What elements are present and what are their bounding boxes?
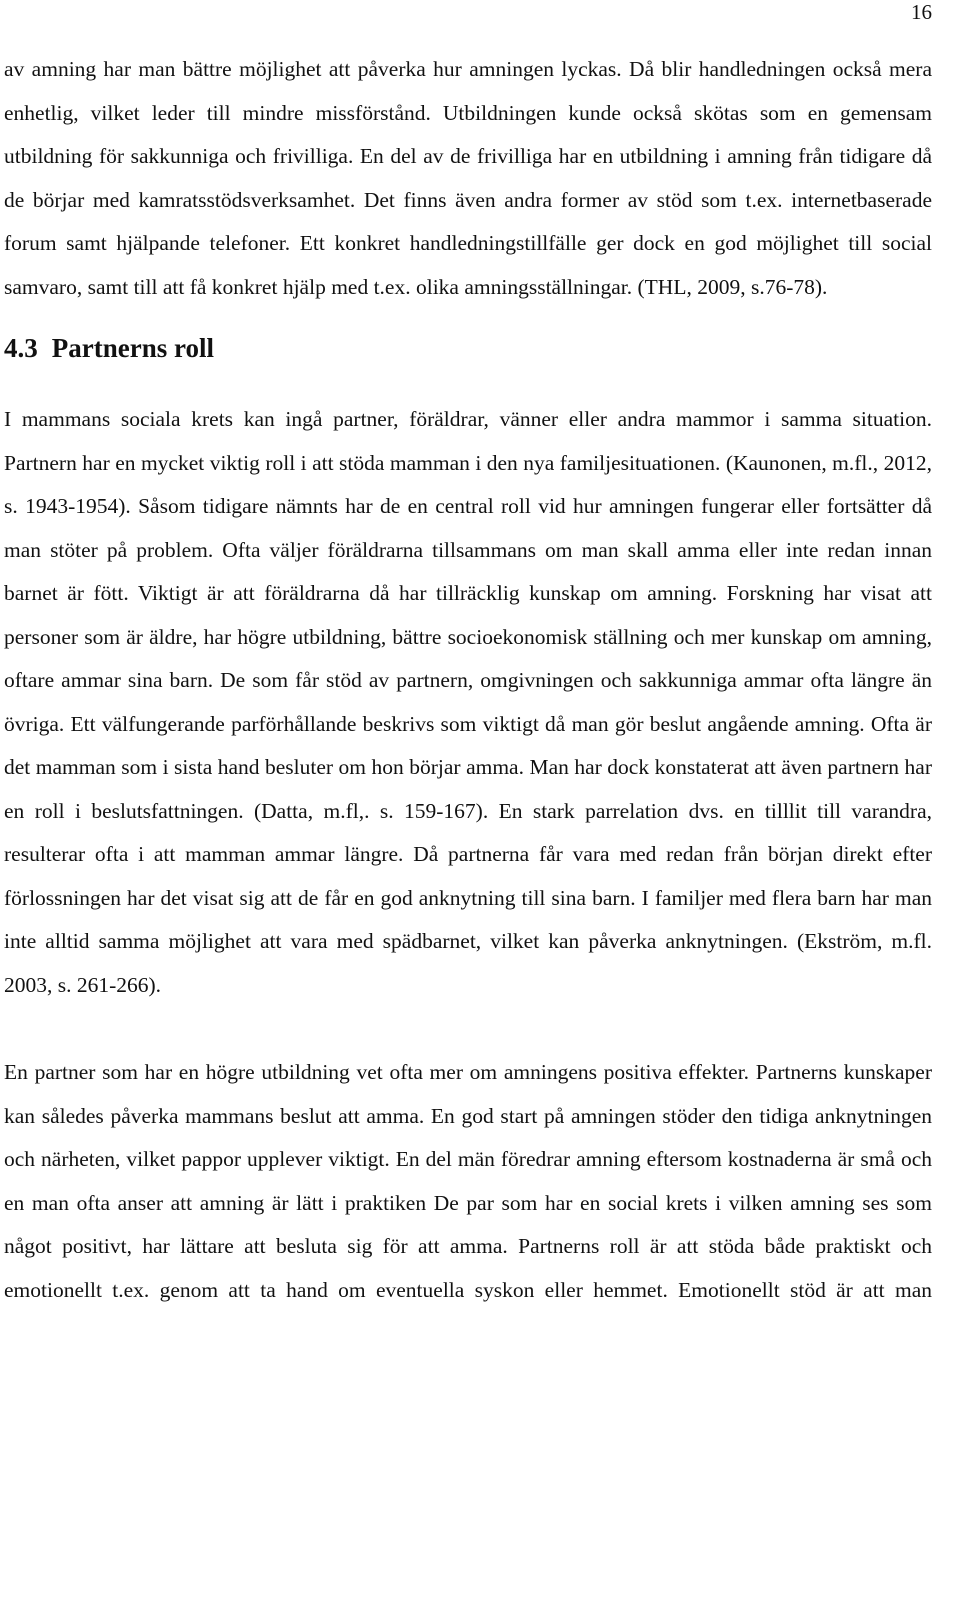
section-title: Partnerns roll [51, 333, 214, 363]
page-number: 16 [911, 0, 932, 24]
section-heading [4, 327, 932, 370]
paragraph-intro: av amning har man bättre möjlighet att påverka hur amningen lyckas. Då blir handledningen också mera enhetlig, vilket leder till mindre missförstånd. Utbildningen kunde också skötas som en gemensam utbildning för sakkunniga och frivilliga. En del av de frivilliga har en utbildning i amning från tidigare då de börjar med kamratsstödsverksamhet. Det finns även andra former av stöd som t.ex. internetbaserade forum samt hjälpande telefoner. Ett konkret handledningstillfälle ger dock en god möjlighet till social samvaro, samt till att få konkret hjälp med t.ex. olika amningsställningar. (THL, 2009, s.76-78). [4, 57, 932, 299]
document-body [4, 48, 932, 1312]
paragraph-partner-role: I mammans sociala krets kan ingå partner, föräldrar, vänner eller andra mammor i samma situation. Partnern har en mycket viktig roll i att stöda mamman i den nya familjesituationen. (Kaunonen, m.fl., 2012, s. 1943-1954). Såsom tidigare nämnts har de en central roll vid hur amningen fungerar eller fortsätter då man stöter på problem. Ofta väljer föräldrarna tillsammans om man skall amma eller inte redan innan barnet är fött. Viktigt är att föräldrarna då har tillräcklig kunskap om amning. Forskning har visat att personer som är äldre, har högre utbildning, bättre socioekonomisk ställning och mer kunskap om amning, oftare ammar sina barn. De som får stöd av partnern, omgivningen och sakkunniga ammar ofta längre än övriga. Ett välfungerande parförhållande beskrivs som viktigt då man gör beslut angående amning. Ofta är det mamman som i sista hand besluter om hon börjar amma. Man har dock konstaterat att även partnern har en roll i beslutsfattningen. (Datta, m.fl,. s. 159-167). En stark parrelation dvs. en tilllit till varandra, resulterar ofta i att mamman ammar längre. Då partnerna får vara med redan från början direkt efter förlossningen har det visat sig att de får en god anknytning till sina barn. I familjer med flera barn har man inte alltid samma möjlighet att vara med spädbarnet, vilket kan påverka anknytningen. (Ekström, m.fl. 2003, s. 261-266). [4, 407, 932, 997]
section-number: 4.3 [4, 333, 38, 363]
paragraph-partner-education: En partner som har en högre utbildning vet ofta mer om amningens positiva effekter. Partnerns kunskaper kan således påverka mammans beslut att amma. En god start på amningen stöder den tidiga anknytningen och närheten, vilket pappor upplever viktigt. En del män föredrar amning eftersom kostnaderna är små och en man ofta anser att amning är lätt i praktiken De par som har en social krets i vilken amning ses som något positivt, har lättare att besluta sig för att amma. Partnerns roll är att stöda både praktiskt och emotionellt t.ex. genom att ta hand om eventuella syskon eller hemmet. Emotionellt stöd är att man [4, 1060, 932, 1302]
paragraph-gap [4, 1007, 932, 1051]
